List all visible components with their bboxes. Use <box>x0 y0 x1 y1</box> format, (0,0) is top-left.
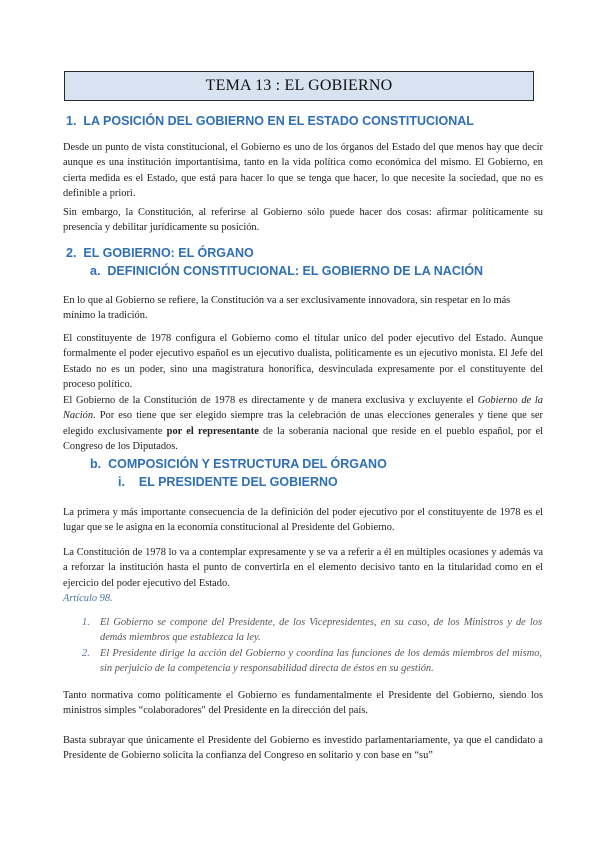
paragraph-2: Sin embargo, la Constitución, al referirse al Gobierno sólo puede hacer dos cosas: afirmar políticamente su presencia y debilitar jurídicamente su posición. <box>63 207 543 234</box>
paragraph-5: El Gobierno de la Constitución de 1978 es directamente y de manera exclusiva y excluyente el Gobierno de la Nación. Por eso tiene que ser elegido siempre tras la celebración de unas elecciones generales y tiene que ser elegido exclusivamente por el representante de la soberanía nacional que reside en el pueblo español, por el Congreso de los Diputados. <box>63 395 543 452</box>
paragraph-9: Basta subrayar que únicamente el Presidente del Gobierno es investido parlamentariamente, ya que el candidato a Presidente de Gobierno solicita la confianza del Congreso en solitario y con base en “su” <box>63 735 543 762</box>
heading-2: 2. EL GOBIERNO: EL ÓRGANO <box>66 246 254 260</box>
list-item: 1. El Gobierno se compone del Presidente, de los Vicepresidentes, en su caso, de los Ministros y de los demás miembros que establezca la ley. <box>82 617 542 644</box>
paragraph-6: La primera y más importante consecuencia de la definición del poder ejecutivo por el constituyente de 1978 es el lugar que se le asigna en la economía constitucional al Presidente del Gobierno. <box>63 507 543 534</box>
paragraph-4: El constituyente de 1978 configura el Gobierno como el titular unico del poder ejecutivo del Estado. Aunque formalmente el poder ejecutivo español es un ejecutivo dualista, politicamente es un ejecutivo monista. El Jefe del Estado no es un poder, sino una magistratura honorífica, desvinculada expresamente por el constituyente del proceso político. <box>63 333 543 390</box>
paragraph-7: La Constitución de 1978 lo va a contemplar expresamente y se va a referir a él en múltiples ocasiones y además va a reforzar la institución hasta el punto de convertirla en el elemento decisivo tanto en la titularidad como en el ejercicio del poder ejecutivo del Estado. <box>63 547 543 589</box>
article-label: Artículo 98. <box>63 593 113 604</box>
heading-2a: a. DEFINICIÓN CONSTITUCIONAL: EL GOBIERNO DE LA NACIÓN <box>90 264 484 278</box>
heading-2b: b. COMPOSICIÓN Y ESTRUCTURA DEL ÓRGANO <box>90 457 387 471</box>
page-title: TEMA 13 : EL GOBIERNO <box>205 77 393 94</box>
list-item: 2. El Presidente dirige la acción del Gobierno y coordina las funciones de los demás miembros del mismo, sin perjuicio de la competencia y responsabilidad directa de éstos en su gestión. <box>82 648 542 675</box>
heading-2b-i: i. EL PRESIDENTE DEL GOBIERNO <box>118 475 338 489</box>
heading-1: 1. LA POSICIÓN DEL GOBIERNO EN EL ESTADO CONSTITUCIONAL <box>66 114 474 128</box>
paragraph-3: En lo que al Gobierno se refiere, la Constitución va a ser exclusivamente innovadora, sin respetar en lo más mínimo la tradición. <box>63 295 511 322</box>
paragraph-8: Tanto normativa como políticamente el Gobierno es fundamentalmente el Presidente del Gobierno, siendo los ministros simples “colaboradores" del Presidente en la dirección del país. <box>63 690 543 717</box>
paragraph-1: Desde un punto de vista constitucional, el Gobierno es uno de los órganos del Estado del que menos hay que decir aunque es una institución importantísima, tanto en la vida política como económica del mismo. El Gobierno, en cierta medida es el Estado, que está para hacer lo que se tenga que hacer, lo que necesite la sociedad, que no es definible a priori. <box>63 142 543 199</box>
title-box <box>64 71 534 101</box>
